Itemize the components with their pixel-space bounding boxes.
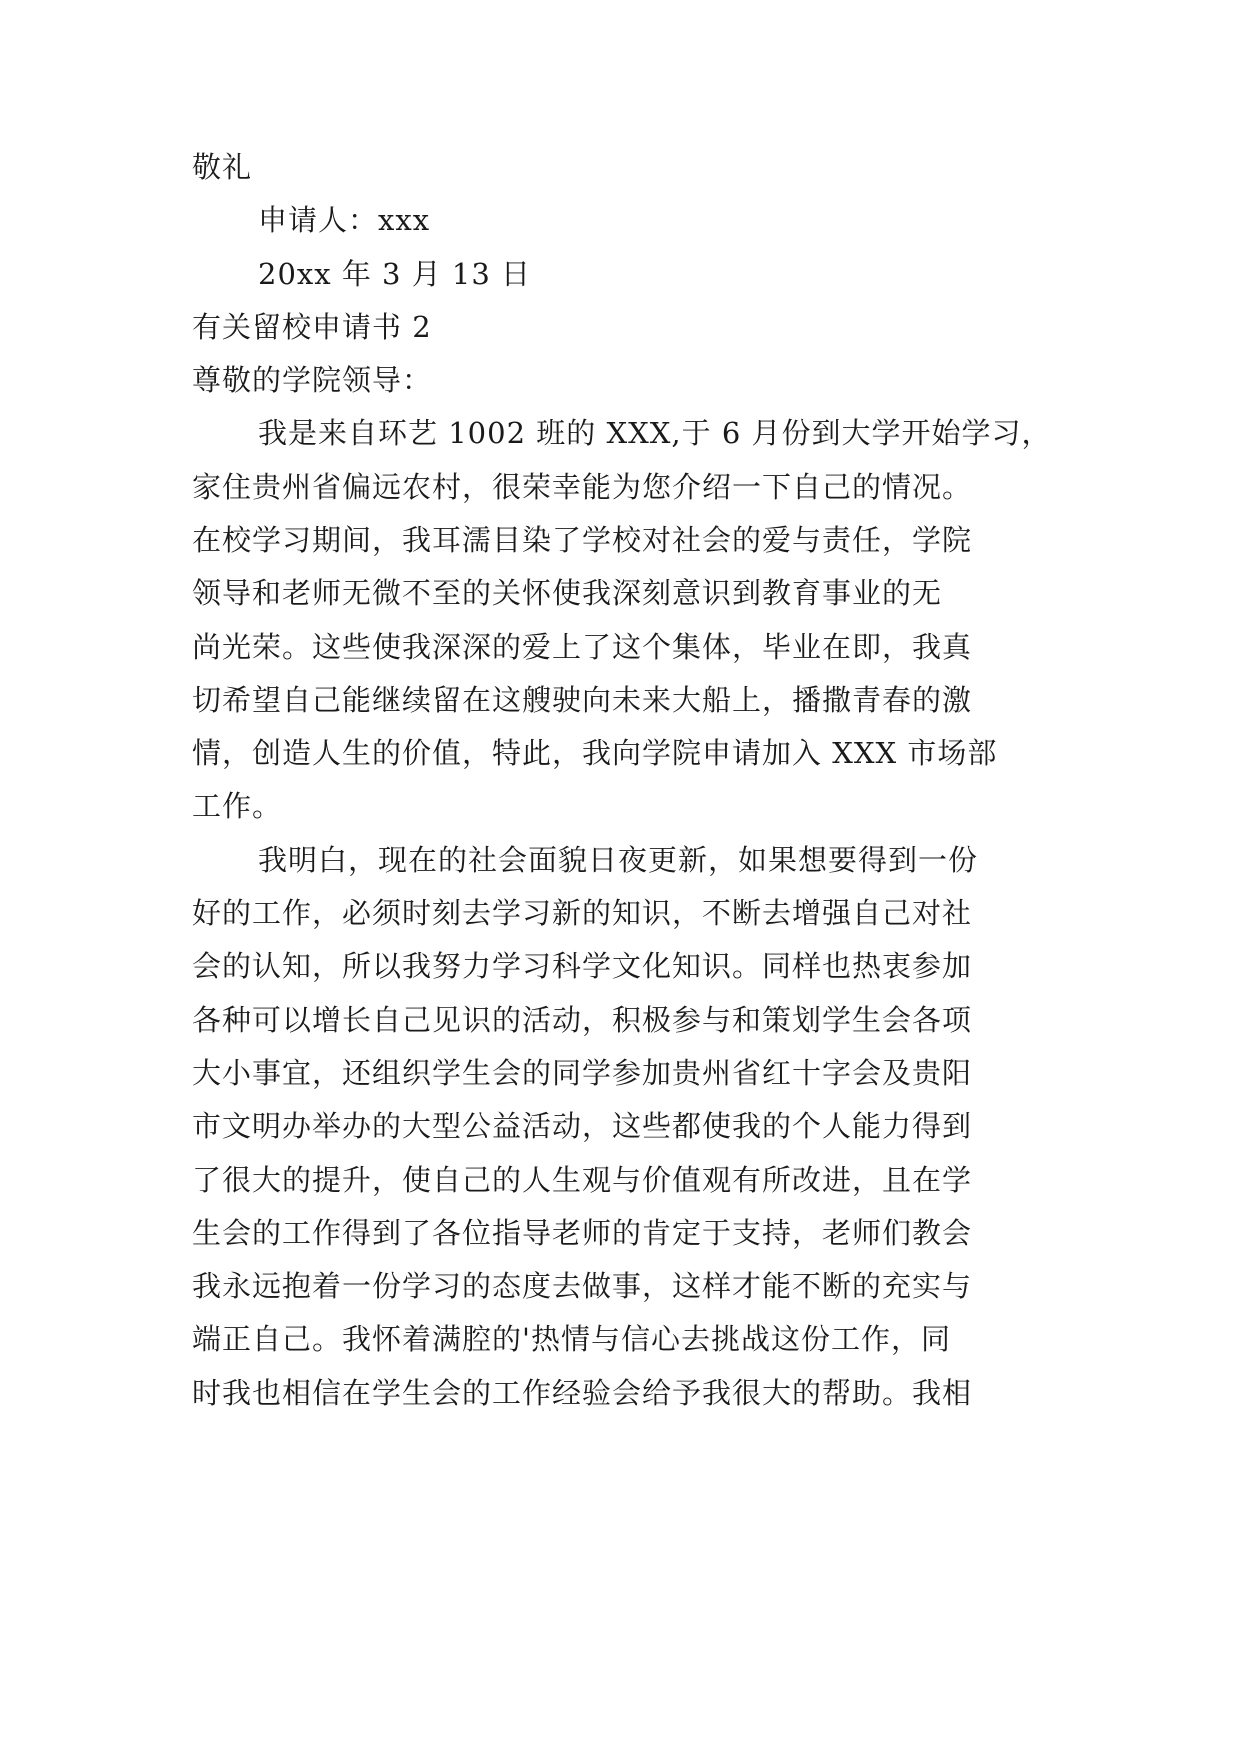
paragraph-line: 我是来自环艺 1002 班的 XXX,于 6 月份到大学开始学习， [258,416,1052,450]
paragraph-line: 家住贵州省偏远农村，很荣幸能为您介绍一下自己的情况。 [192,470,973,504]
paragraph-line: 在校学习期间，我耳濡目染了学校对社会的爱与责任，学院 [192,523,973,557]
paragraph-line: 我永远抱着一份学习的态度去做事，这样才能不断的充实与 [192,1269,973,1303]
paragraph-line: 会的认知，所以我努力学习科学文化知识。同样也热衷参加 [192,949,973,983]
paragraph-line: 好的工作，必须时刻去学习新的知识，不断去增强自己对社 [192,896,973,930]
paragraph-line: 了很大的提升，使自己的人生观与价值观有所改进，且在学 [192,1163,973,1197]
applicant-line: 申请人：xxx [258,203,431,237]
paragraph-line: 各种可以增长自己见识的活动，积极参与和策划学生会各项 [192,1003,973,1037]
paragraph-line: 情，创造人生的价值，特此，我向学院申请加入 XXX 市场部 [192,736,998,770]
paragraph-line: 市文明办举办的大型公益活动，这些都使我的个人能力得到 [192,1109,973,1143]
date-line: 20xx 年 3 月 13 日 [258,257,532,291]
paragraph-line: 端正自己。我怀着满腔的'热情与信心去挑战这份工作，同 [192,1322,951,1356]
closing-text: 敬礼 [192,150,253,184]
document-title: 有关留校申请书 2 [192,310,432,344]
paragraph-line: 我明白，现在的社会面貌日夜更新，如果想要得到一份 [258,843,979,877]
paragraph-line: 切希望自己能继续留在这艘驶向未来大船上，播撒青春的激 [192,683,973,717]
paragraph-line: 大小事宜，还组织学生会的同学参加贵州省红十字会及贵阳 [192,1056,973,1090]
salutation: 尊敬的学院领导： [192,363,433,397]
paragraph-line: 工作。 [192,789,283,823]
paragraph-line: 时我也相信在学生会的工作经验会给予我很大的帮助。我相 [192,1376,973,1410]
paragraph-line: 领导和老师无微不至的关怀使我深刻意识到教育事业的无 [192,576,943,610]
paragraph-line: 尚光荣。这些使我深深的爱上了这个集体，毕业在即，我真 [192,630,973,664]
paragraph-line: 生会的工作得到了各位指导老师的肯定于支持，老师们教会 [192,1216,973,1250]
